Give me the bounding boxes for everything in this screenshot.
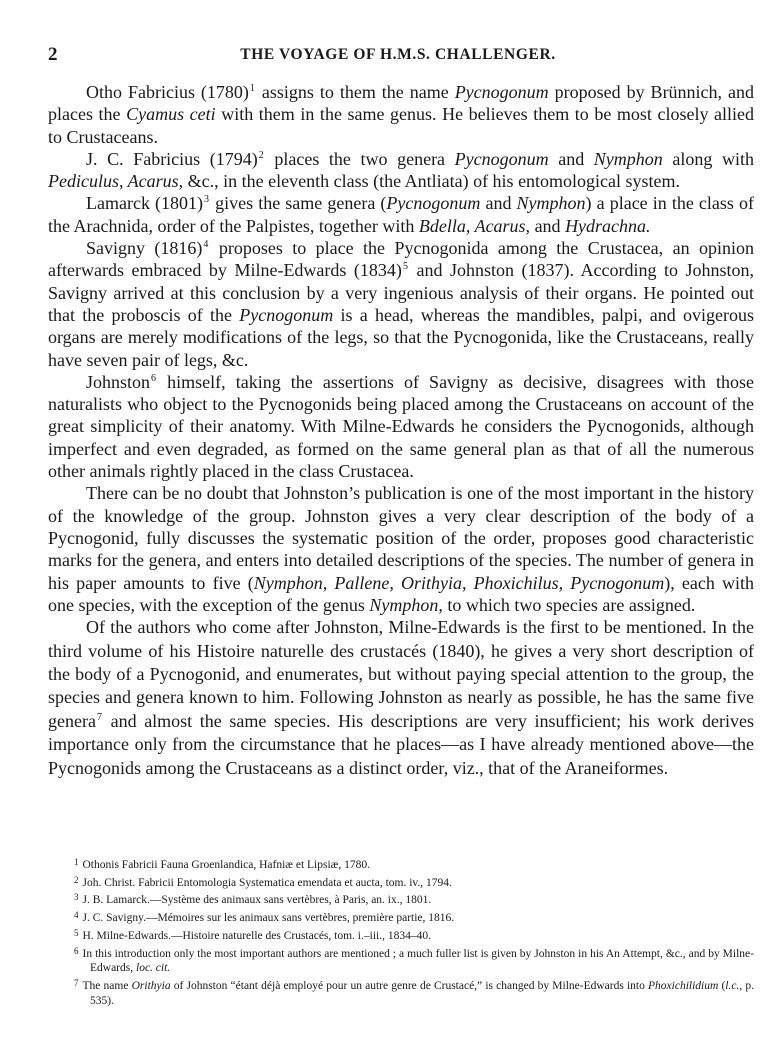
text-run: ) a place in the class of the Arachnida, order of the Palpistes, together with bbox=[48, 193, 754, 236]
footnote-reference: 7 bbox=[96, 711, 102, 723]
italic-text: Orithyia bbox=[131, 979, 171, 992]
text-run: Lamarck (1801) bbox=[86, 193, 204, 214]
text-run: ( bbox=[718, 979, 726, 992]
italic-text: loc. cit. bbox=[136, 962, 171, 975]
footnote-mark: 4 bbox=[74, 910, 79, 921]
italic-text: Pycnogonum bbox=[239, 304, 334, 325]
running-title: THE VOYAGE OF H.M.S. CHALLENGER. bbox=[240, 46, 556, 63]
text-run: There can be no doubt that Johnston’s publication is one of the most important in the history of the knowledge of the group. Johnston gives a very clear description of the body of a Pycnogonid, fully discusses the systematic position of the order, proposes good characteristic marks for the genera, and enters into detailed descriptions of the species. The number of genera in his paper amounts to five ( bbox=[48, 483, 754, 593]
text-run: H. Milne-Edwards.—Histoire naturelle des Crustacés, tom. i.–iii., 1834–40. bbox=[82, 929, 431, 942]
text-run: and bbox=[530, 215, 566, 236]
text-run: along with bbox=[662, 148, 754, 169]
italic-text: Bdella, Acarus, bbox=[418, 215, 531, 236]
page-header bbox=[48, 44, 748, 70]
paragraph-jc-fabricius bbox=[48, 148, 754, 193]
paragraph-lamarck bbox=[48, 192, 754, 237]
footnote-mark: 2 bbox=[74, 874, 79, 885]
paragraph-otho-fabricius bbox=[48, 81, 754, 148]
italic-text: Nymphon bbox=[516, 193, 586, 214]
italic-text: Pycnogonum bbox=[386, 193, 481, 214]
text-run: Johnston bbox=[86, 371, 151, 392]
italic-text: Phoxichilidium bbox=[648, 979, 719, 992]
footnotes bbox=[48, 855, 754, 1008]
text-run: proposes to place the Pycnogonida among the Crustacea, an opinion afterwards embraced by Milne-Edwards (1834) bbox=[48, 238, 754, 281]
footnote bbox=[48, 908, 754, 926]
footnote-reference: 3 bbox=[204, 194, 210, 206]
text-run: is a head, whereas the mandibles, palpi, and ovigerous organs are merely modifications of the legs, so that the Pycnogonida, like the Crustaceans, really have seven pair of legs, &c. bbox=[48, 304, 755, 370]
text-run: Otho Fabricius (1780) bbox=[86, 82, 249, 102]
italic-text: Hydrachna. bbox=[565, 215, 651, 236]
italic-text: l.c. bbox=[725, 979, 740, 992]
text-run: , p. 535). bbox=[90, 979, 754, 1007]
body-text bbox=[48, 81, 754, 780]
footnote-mark: 1 bbox=[74, 857, 79, 867]
italic-text: Nymphon, Pallene, Orithyia, Phoxichilus, Pycnogonum bbox=[253, 572, 665, 593]
text-run: In this introduction only the most important authors are mentioned ; a much fuller list is given by Johnston in his An Attempt, &c., and by Milne-Edwards, bbox=[82, 947, 754, 975]
footnote-mark: 5 bbox=[74, 927, 79, 938]
text-run: Othonis Fabricii Fauna Groenlandica, Hafniæ et Lipsiæ, 1780. bbox=[82, 859, 370, 871]
footnote-reference: 4 bbox=[203, 239, 209, 251]
italic-text: Nymphon bbox=[593, 148, 663, 169]
footnote-reference: 5 bbox=[402, 261, 408, 273]
footnote-mark: 3 bbox=[74, 892, 79, 903]
text-run: to which two species are assigned. bbox=[442, 594, 696, 615]
footnote-reference: 2 bbox=[258, 149, 264, 161]
text-run: and bbox=[480, 193, 517, 214]
paragraph-johnston-views bbox=[48, 371, 754, 482]
paragraph-savigny bbox=[48, 237, 754, 371]
text-run: ), each with one species, with the exception of the genus bbox=[48, 572, 754, 615]
paragraph-milne-edwards bbox=[48, 616, 754, 780]
text-run: The name bbox=[82, 979, 132, 992]
text-run: assigns to them the name bbox=[255, 82, 455, 102]
italic-text: Pycnogonum bbox=[454, 148, 549, 169]
footnote bbox=[48, 976, 754, 1008]
footnote-mark: 6 bbox=[74, 945, 79, 956]
page-number: 2 bbox=[48, 44, 58, 65]
text-run: J. B. Lamarck.—Système des animaux sans vertèbres, à Paris, an. ix., 1801. bbox=[82, 894, 432, 907]
text-run: of Johnston “étant déjà employé pour un autre genre de Crustacé,” is changed by Milne-Edwards into bbox=[170, 979, 649, 992]
footnote bbox=[48, 926, 754, 944]
footnote-reference: 6 bbox=[151, 372, 157, 384]
footnote-reference: 1 bbox=[249, 83, 255, 94]
text-run: gives the same genera ( bbox=[210, 193, 387, 214]
italic-text: Nymphon, bbox=[369, 594, 443, 615]
italic-text: Pycnogonum bbox=[454, 82, 549, 102]
footnote-mark: 7 bbox=[74, 977, 79, 988]
text-run: Joh. Christ. Fabricii Entomologia Systematica emendata et aucta, tom. iv., 1794. bbox=[82, 876, 452, 889]
paragraph-johnston-publication bbox=[48, 482, 754, 616]
text-run: with them in the same genus. He believes them to be most closely allied to Crustaceans. bbox=[48, 104, 755, 147]
text-run: J. C. Fabricius (1794) bbox=[86, 148, 258, 169]
text-run: Of the authors who come after Johnston, Milne-Edwards is the first to be mentioned. In the third volume of his Histoire naturelle des crustacés (1840), he gives a very short description of the body of a Pycnogonid, and enumerates, but without paying special attention to the group, the species and genera known to him. Following Johnston as nearly as possible, he has the same five genera bbox=[48, 617, 754, 731]
text-run: places the two genera bbox=[264, 148, 455, 169]
text-run: J. C. Savigny.—Mémoires sur les animaux sans vertèbres, première partie, 1816. bbox=[82, 912, 455, 925]
footnote bbox=[48, 855, 754, 873]
text-run: and almost the same species. His descriptions are very insufficient; his work derives importance only from the circumstance that he places—as I have already mentioned above—the Pycnogonids among the Crustaceans as a distinct order, viz., that of the Araneiformes. bbox=[48, 710, 754, 778]
italic-text: Cyamus ceti bbox=[126, 104, 216, 125]
footnote bbox=[48, 890, 754, 908]
footnote bbox=[48, 944, 754, 976]
text-run: &c., in the eleventh class (the Antliata) of his entomological system. bbox=[183, 171, 681, 192]
text-run: and bbox=[548, 148, 594, 169]
text-run: and Johnston (1837). According to Johnston, Savigny arrived at this conclusion by a very ingenious analysis of their organs. He pointed out that the proboscis of the bbox=[48, 260, 755, 325]
text-run: proposed by Brünnich, and places the bbox=[48, 82, 755, 125]
text-run: himself, taking the assertions of Savigny as decisive, disagrees with those naturalists who object to the Pycnogonids being placed among the Crustaceans on account of the great simplicity of their anatomy. With Milne-Edwards he considers the Pycnogonids, although imperfect and even degraded, as formed on the same general plan as that of all the numerous other animals rightly placed in the class Crustacea. bbox=[48, 371, 754, 482]
footnote bbox=[48, 873, 754, 891]
italic-text: Pediculus, Acarus, bbox=[48, 171, 184, 192]
text-run: Savigny (1816) bbox=[86, 238, 203, 259]
